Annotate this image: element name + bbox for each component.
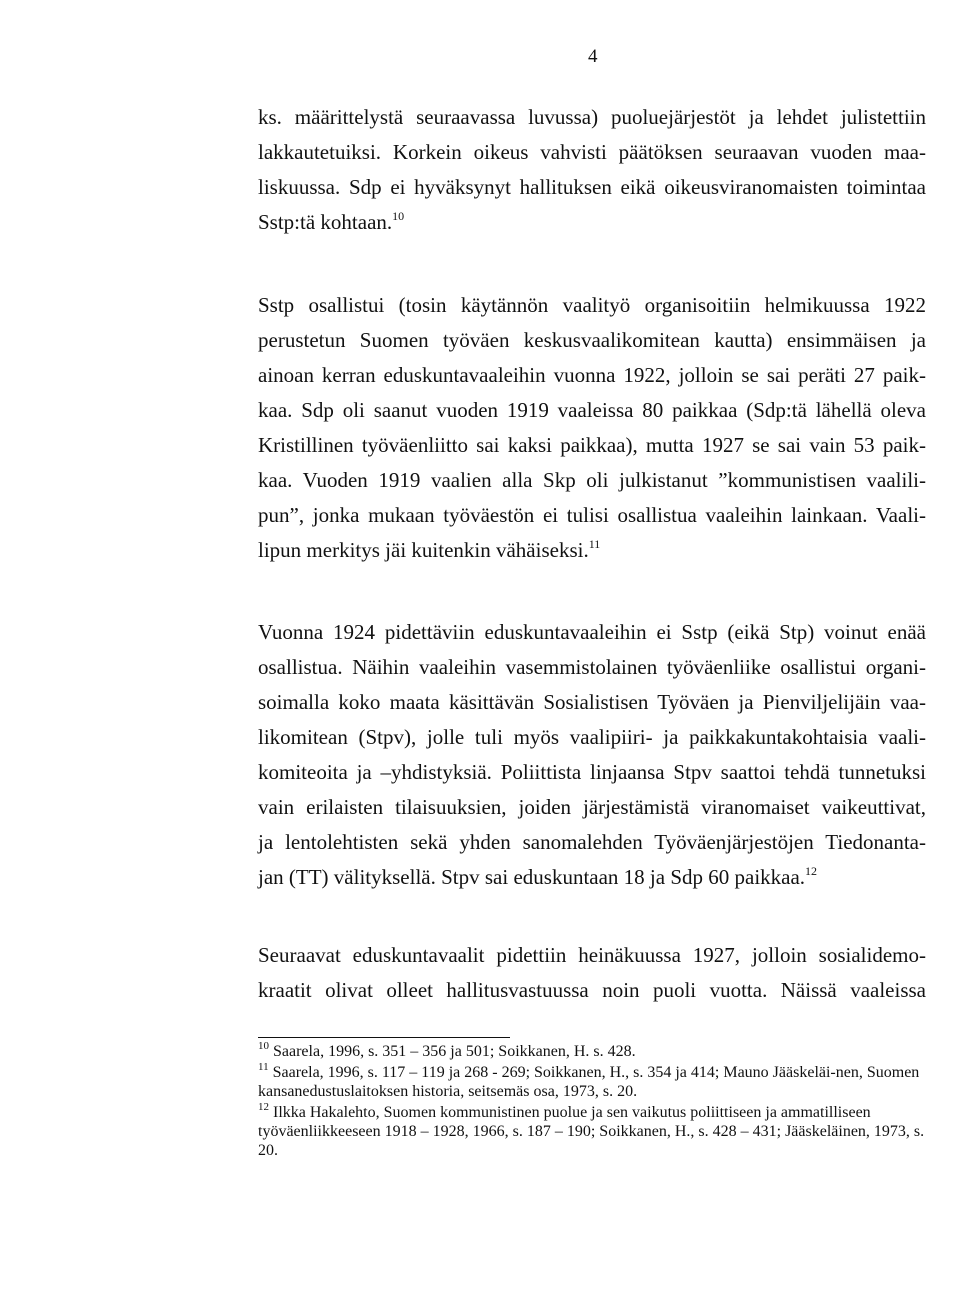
text-line-content: lipun merkitys jäi kuitenkin vähäiseksi. xyxy=(258,538,589,562)
text-line-last xyxy=(258,205,926,240)
footnote xyxy=(258,1103,926,1160)
footnote-reference: 10 xyxy=(392,209,405,223)
footnote-reference: 12 xyxy=(805,864,818,878)
footnote-text: Saarela, 1996, s. 351 – 356 ja 501; Soikkanen, H. s. 428. xyxy=(273,1043,636,1060)
text-line-last xyxy=(258,533,926,568)
text-line: ja lentolehtisten sekä yhden sanomalehden Työväenjärjestöjen Tiedonanta- xyxy=(258,830,926,854)
text-line: Vuonna 1924 pidettäviin eduskuntavaaleihin ei Sstp (eikä Stp) voinut enää xyxy=(258,620,926,644)
text-line-content: jan (TT) välityksellä. Stpv sai eduskuntaan 18 ja Sdp 60 paikkaa. xyxy=(258,865,806,889)
text-line: kaa. Sdp oli saanut vuoden 1919 vaaleissa 80 paikkaa (Sdp:tä lähellä oleva xyxy=(258,398,926,422)
paragraph-4 xyxy=(258,938,926,1008)
text-line: soimalla koko maata käsittävän Sosialistisen Työväen ja Pienviljelijäin vaa- xyxy=(258,690,926,714)
page-number: 4 xyxy=(588,46,598,67)
text-line: liskuussa. Sdp ei hyväksynyt hallituksen eikä oikeusviranomaisten toimintaa xyxy=(258,175,926,199)
paragraph-1 xyxy=(258,100,926,240)
text-line: Sstp osallistui (tosin käytännön vaalityö organisoitiin helmikuussa 1922 xyxy=(258,293,926,317)
text-line: osallistua. Näihin vaaleihin vasemmistolainen työväenliike osallistui organi- xyxy=(258,655,926,679)
footnote-number: 11 xyxy=(258,1061,269,1073)
footnote-text: Saarela, 1996, s. 117 – 119 ja 268 - 269; Soikkanen, H., s. 354 ja 414; Mauno Jääskeläi-nen, Suomen kansanedustuslaitoksen historia, seitsemäs osa, 1973, s. 20. xyxy=(258,1064,920,1100)
text-line: Kristillinen työväenliitto sai kaksi paikkaa), mutta 1927 se sai vain 53 paik- xyxy=(258,433,926,457)
footnote xyxy=(258,1063,926,1101)
text-line: Seuraavat eduskuntavaalit pidettiin heinäkuussa 1927, jolloin sosialidemo- xyxy=(258,943,926,967)
text-line: lakkautetuiksi. Korkein oikeus vahvisti päätöksen seuraavan vuoden maa- xyxy=(258,140,926,164)
footnote-number: 10 xyxy=(258,1040,269,1052)
text-line: kraatit olivat olleet hallitusvastuussa noin puoli vuotta. Näissä vaaleissa xyxy=(258,978,926,1002)
footnote-divider xyxy=(258,1037,510,1038)
footnotes xyxy=(258,1042,926,1162)
footnote-reference: 11 xyxy=(588,537,601,551)
footnote-text: Ilkka Hakalehto, Suomen kommunistinen puolue ja sen vaikutus poliittiseen ja ammatilliseen työväenliikkeeseen 1918 – 1928, 1966, s. 187 – 190; Soikkanen, H., s. 428 – 431; Jääskeläinen, 1973, s. 20. xyxy=(258,1104,925,1159)
text-line: komiteoita ja –yhdistyksiä. Poliittista linjaansa Stpv saattoi tehdä tunnetuksi xyxy=(258,760,926,784)
text-line: pun”, jonka mukaan työväestön ei tulisi osallistua vaaleihin lainkaan. Vaali- xyxy=(258,503,926,527)
paragraph-3 xyxy=(258,615,926,895)
text-line: ainoan kerran eduskuntavaaleihin vuonna 1922, jolloin se sai peräti 27 paik- xyxy=(258,363,926,387)
text-line: kaa. Vuoden 1919 vaalien alla Skp oli julkistanut ”kommunistisen vaalili- xyxy=(258,468,926,492)
text-line-content: Sstp:tä kohtaan. xyxy=(258,210,393,234)
footnote-number: 12 xyxy=(258,1101,269,1113)
paragraph-2 xyxy=(258,288,926,568)
text-line: perustetun Suomen työväen keskusvaalikomitean kautta) ensimmäisen ja xyxy=(258,328,926,352)
text-line: likomitean (Stpv), jolle tuli myös vaalipiiri- ja paikkakuntakohtaisia vaali- xyxy=(258,725,926,749)
text-line: ks. määrittelystä seuraavassa luvussa) puoluejärjestöt ja lehdet julistettiin xyxy=(258,105,926,129)
footnote xyxy=(258,1042,926,1061)
text-line-last xyxy=(258,860,926,895)
text-line: vain erilaisten tilaisuuksien, joiden järjestämistä viranomaiset vaikeuttivat, xyxy=(258,795,926,819)
